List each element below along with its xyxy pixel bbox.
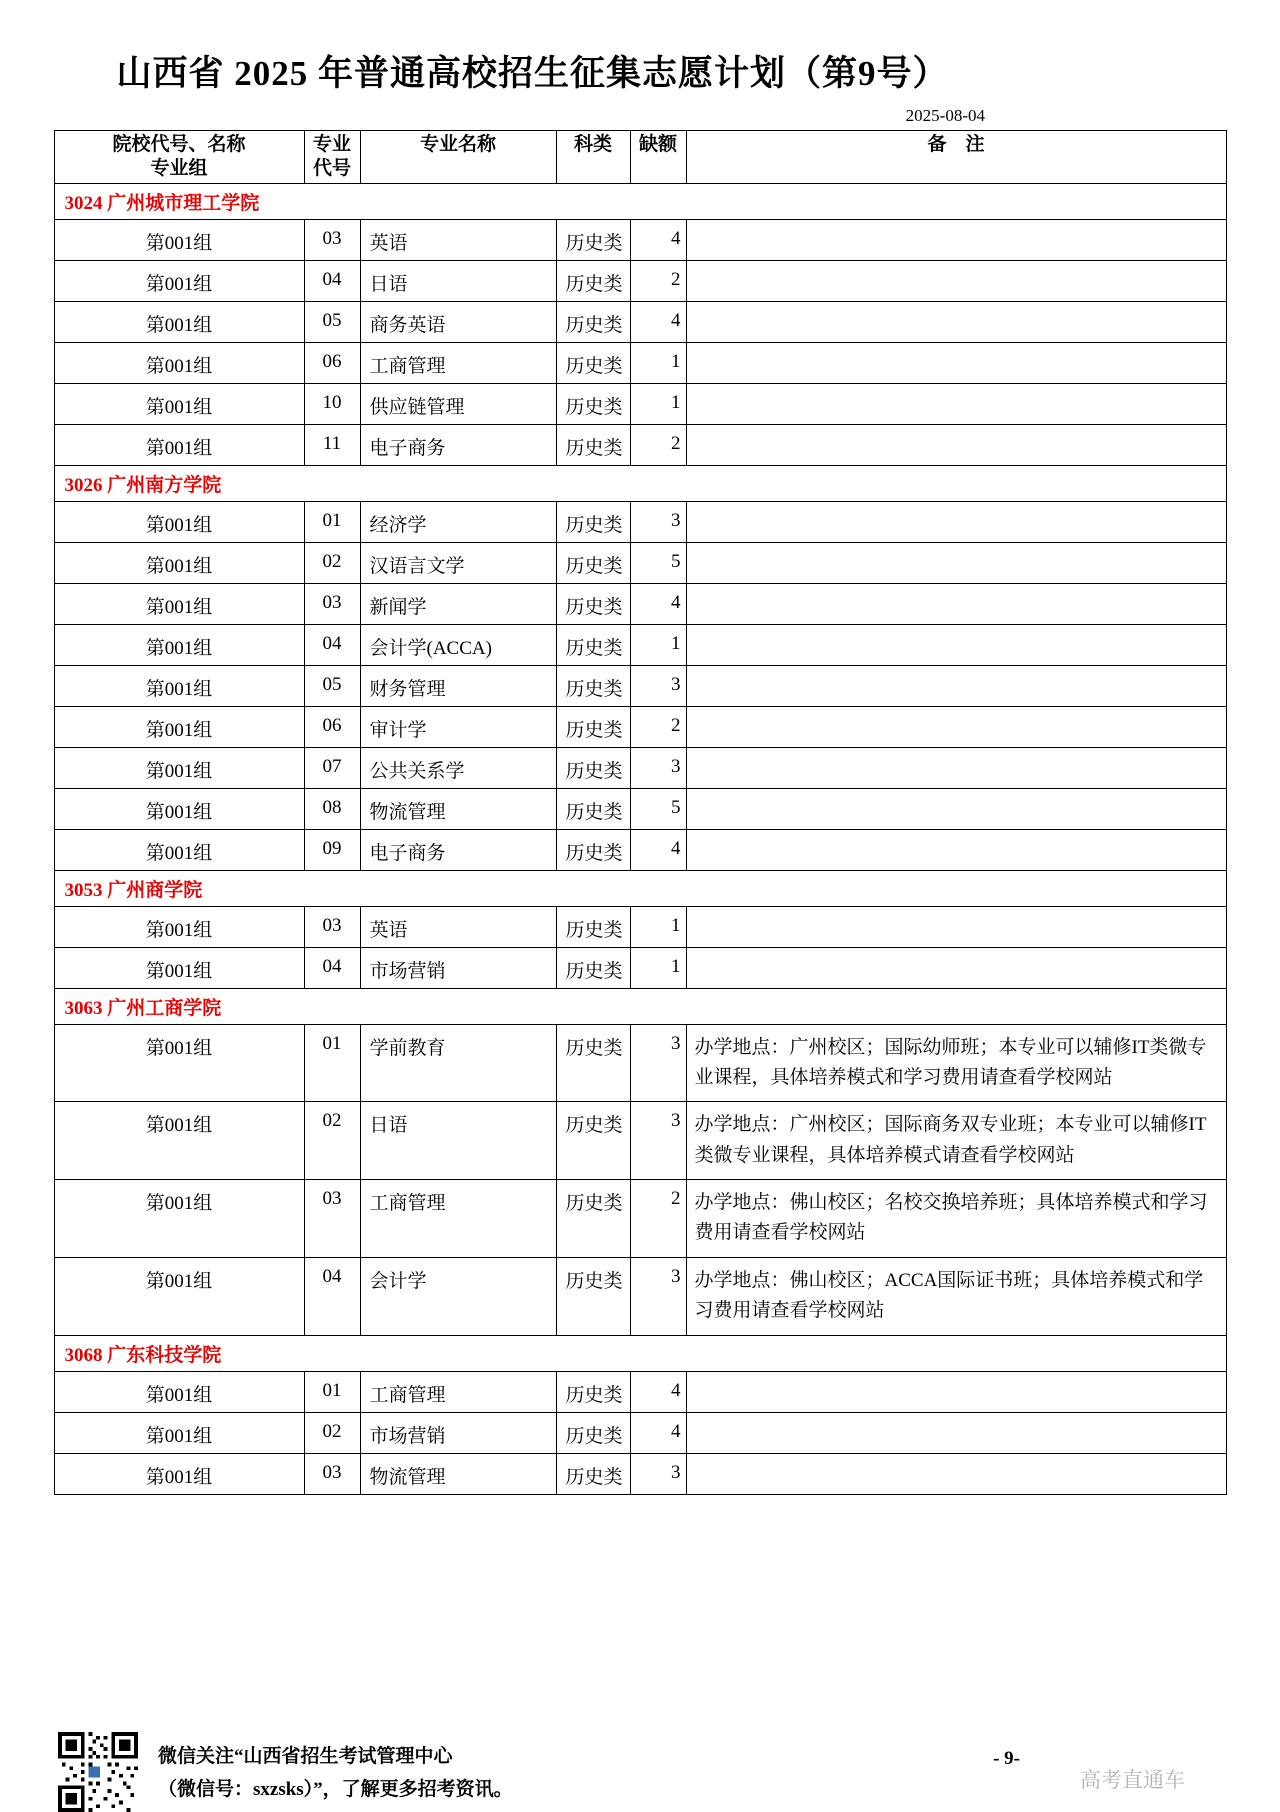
vacancy-cell: 2 bbox=[630, 424, 686, 465]
vacancy-cell: 1 bbox=[630, 906, 686, 947]
plan-table bbox=[54, 130, 1227, 1495]
category-cell: 历史类 bbox=[556, 424, 630, 465]
group-cell: 第001组 bbox=[54, 424, 304, 465]
note-cell bbox=[686, 383, 1226, 424]
vacancy-cell: 3 bbox=[630, 1024, 686, 1102]
note-cell: 办学地点：广州校区；国际幼师班；本专业可以辅修IT类微专业课程，具体培养模式和学习费用请查看学校网站 bbox=[686, 1024, 1226, 1102]
vacancy-cell: 4 bbox=[630, 829, 686, 870]
vacancy-cell: 4 bbox=[630, 301, 686, 342]
major-code-cell: 05 bbox=[304, 301, 360, 342]
note-cell bbox=[686, 424, 1226, 465]
table-body bbox=[54, 183, 1226, 1494]
category-cell: 历史类 bbox=[556, 219, 630, 260]
group-cell: 第001组 bbox=[54, 219, 304, 260]
major-name-cell: 工商管理 bbox=[360, 342, 556, 383]
major-name-cell: 物流管理 bbox=[360, 788, 556, 829]
major-code-cell: 02 bbox=[304, 1102, 360, 1180]
group-cell: 第001组 bbox=[54, 947, 304, 988]
major-row bbox=[54, 342, 1226, 383]
major-name-cell: 物流管理 bbox=[360, 1453, 556, 1494]
major-code-cell: 10 bbox=[304, 383, 360, 424]
major-code-cell: 02 bbox=[304, 542, 360, 583]
footer-text bbox=[158, 1732, 513, 1807]
major-code-cell: 04 bbox=[304, 260, 360, 301]
header-row bbox=[54, 131, 1226, 184]
category-cell: 历史类 bbox=[556, 1453, 630, 1494]
major-name-cell: 市场营销 bbox=[360, 1412, 556, 1453]
watermark-text: 高考直通车 bbox=[1080, 1769, 1185, 1792]
note-cell bbox=[686, 301, 1226, 342]
vacancy-cell: 1 bbox=[630, 624, 686, 665]
note-cell bbox=[686, 665, 1226, 706]
category-cell: 历史类 bbox=[556, 1180, 630, 1258]
vacancy-cell: 4 bbox=[630, 1412, 686, 1453]
header-school-line2: 专业组 bbox=[150, 157, 208, 179]
major-name-cell: 公共关系学 bbox=[360, 747, 556, 788]
major-code-cell: 06 bbox=[304, 706, 360, 747]
category-cell: 历史类 bbox=[556, 788, 630, 829]
category-cell: 历史类 bbox=[556, 1257, 630, 1335]
header-note: 备 注 bbox=[686, 131, 1226, 184]
major-name-cell: 商务英语 bbox=[360, 301, 556, 342]
category-cell: 历史类 bbox=[556, 1412, 630, 1453]
header-major-code bbox=[304, 131, 360, 184]
major-row bbox=[54, 424, 1226, 465]
major-row bbox=[54, 301, 1226, 342]
major-name-cell: 电子商务 bbox=[360, 424, 556, 465]
category-cell: 历史类 bbox=[556, 1371, 630, 1412]
major-row bbox=[54, 906, 1226, 947]
category-cell: 历史类 bbox=[556, 906, 630, 947]
major-code-cell: 03 bbox=[304, 583, 360, 624]
page-title: 山西省 2025 年普通高校招生征集志愿计划（第9号） bbox=[116, 54, 949, 93]
vacancy-cell: 5 bbox=[630, 542, 686, 583]
major-code-cell: 04 bbox=[304, 1257, 360, 1335]
group-cell: 第001组 bbox=[54, 383, 304, 424]
major-row bbox=[54, 1024, 1226, 1102]
note-cell bbox=[686, 260, 1226, 301]
major-name-cell: 电子商务 bbox=[360, 829, 556, 870]
group-cell: 第001组 bbox=[54, 624, 304, 665]
major-name-cell: 财务管理 bbox=[360, 665, 556, 706]
major-name-cell: 日语 bbox=[360, 1102, 556, 1180]
category-cell: 历史类 bbox=[556, 747, 630, 788]
major-row bbox=[54, 947, 1226, 988]
major-code-cell: 03 bbox=[304, 906, 360, 947]
header-school-line1: 院校代号、名称 bbox=[112, 134, 246, 155]
vacancy-cell: 2 bbox=[630, 1180, 686, 1258]
major-name-cell: 英语 bbox=[360, 219, 556, 260]
major-row bbox=[54, 624, 1226, 665]
category-cell: 历史类 bbox=[556, 260, 630, 301]
category-cell: 历史类 bbox=[556, 665, 630, 706]
group-cell: 第001组 bbox=[54, 301, 304, 342]
group-cell: 第001组 bbox=[54, 906, 304, 947]
major-code-cell: 02 bbox=[304, 1412, 360, 1453]
vacancy-cell: 3 bbox=[630, 501, 686, 542]
note-cell bbox=[686, 1453, 1226, 1494]
school-name: 3024 广州城市理工学院 bbox=[54, 183, 1226, 219]
footer bbox=[58, 1732, 513, 1812]
header-category: 科类 bbox=[556, 131, 630, 184]
group-cell: 第001组 bbox=[54, 501, 304, 542]
major-code-cell: 01 bbox=[304, 1024, 360, 1102]
note-cell bbox=[686, 829, 1226, 870]
major-name-cell: 工商管理 bbox=[360, 1180, 556, 1258]
major-row bbox=[54, 1371, 1226, 1412]
note-cell: 办学地点：佛山校区；名校交换培养班；具体培养模式和学习费用请查看学校网站 bbox=[686, 1180, 1226, 1258]
school-header-row bbox=[54, 1335, 1226, 1371]
note-cell: 办学地点：佛山校区；ACCA国际证书班；具体培养模式和学习费用请查看学校网站 bbox=[686, 1257, 1226, 1335]
vacancy-cell: 3 bbox=[630, 1102, 686, 1180]
vacancy-cell: 1 bbox=[630, 947, 686, 988]
major-row bbox=[54, 788, 1226, 829]
footer-text-line1: 微信关注“山西省招生考试管理中心 bbox=[158, 1746, 453, 1767]
header-major-name: 专业名称 bbox=[360, 131, 556, 184]
category-cell: 历史类 bbox=[556, 624, 630, 665]
major-code-cell: 03 bbox=[304, 1453, 360, 1494]
group-cell: 第001组 bbox=[54, 1412, 304, 1453]
group-cell: 第001组 bbox=[54, 1371, 304, 1412]
group-cell: 第001组 bbox=[54, 1453, 304, 1494]
vacancy-cell: 2 bbox=[630, 706, 686, 747]
major-name-cell: 审计学 bbox=[360, 706, 556, 747]
school-header-row bbox=[54, 988, 1226, 1024]
header-school-group bbox=[54, 131, 304, 184]
header-code-line2: 代号 bbox=[312, 157, 351, 179]
group-cell: 第001组 bbox=[54, 1102, 304, 1180]
table-header bbox=[54, 131, 1226, 184]
school-name: 3026 广州南方学院 bbox=[54, 465, 1226, 501]
category-cell: 历史类 bbox=[556, 301, 630, 342]
major-row bbox=[54, 260, 1226, 301]
major-code-cell: 03 bbox=[304, 219, 360, 260]
major-name-cell: 会计学(ACCA) bbox=[360, 624, 556, 665]
major-name-cell: 日语 bbox=[360, 260, 556, 301]
major-code-cell: 06 bbox=[304, 342, 360, 383]
note-cell bbox=[686, 501, 1226, 542]
vacancy-cell: 2 bbox=[630, 260, 686, 301]
vacancy-cell: 5 bbox=[630, 788, 686, 829]
major-code-cell: 01 bbox=[304, 1371, 360, 1412]
group-cell: 第001组 bbox=[54, 542, 304, 583]
category-cell: 历史类 bbox=[556, 1102, 630, 1180]
major-name-cell: 供应链管理 bbox=[360, 383, 556, 424]
vacancy-cell: 4 bbox=[630, 583, 686, 624]
major-code-cell: 09 bbox=[304, 829, 360, 870]
major-row bbox=[54, 1453, 1226, 1494]
note-cell bbox=[686, 947, 1226, 988]
note-cell bbox=[686, 624, 1226, 665]
major-row bbox=[54, 1412, 1226, 1453]
note-cell: 办学地点：广州校区；国际商务双专业班；本专业可以辅修IT类微专业课程，具体培养模式请查看学校网站 bbox=[686, 1102, 1226, 1180]
group-cell: 第001组 bbox=[54, 706, 304, 747]
group-cell: 第001组 bbox=[54, 829, 304, 870]
school-header-row bbox=[54, 465, 1226, 501]
school-name: 3053 广州商学院 bbox=[54, 870, 1226, 906]
vacancy-cell: 3 bbox=[630, 1453, 686, 1494]
major-row bbox=[54, 747, 1226, 788]
category-cell: 历史类 bbox=[556, 706, 630, 747]
category-cell: 历史类 bbox=[556, 342, 630, 383]
major-code-cell: 04 bbox=[304, 624, 360, 665]
group-cell: 第001组 bbox=[54, 1024, 304, 1102]
page-number: - 9- bbox=[993, 1748, 1020, 1769]
major-row bbox=[54, 383, 1226, 424]
note-cell bbox=[686, 542, 1226, 583]
major-name-cell: 英语 bbox=[360, 906, 556, 947]
major-row bbox=[54, 829, 1226, 870]
footer-text-line2: （微信号：sxzsks）”，了解更多招考资讯。 bbox=[158, 1779, 513, 1801]
note-cell bbox=[686, 747, 1226, 788]
major-row bbox=[54, 1257, 1226, 1335]
school-header-row bbox=[54, 183, 1226, 219]
category-cell: 历史类 bbox=[556, 542, 630, 583]
major-row bbox=[54, 706, 1226, 747]
major-row bbox=[54, 1102, 1226, 1180]
major-row bbox=[54, 542, 1226, 583]
category-cell: 历史类 bbox=[556, 501, 630, 542]
header-code-line1: 专业 bbox=[312, 134, 351, 155]
vacancy-cell: 4 bbox=[630, 1371, 686, 1412]
header-vacancy: 缺额 bbox=[630, 131, 686, 184]
group-cell: 第001组 bbox=[54, 260, 304, 301]
school-name: 3068 广东科技学院 bbox=[54, 1335, 1226, 1371]
major-code-cell: 08 bbox=[304, 788, 360, 829]
major-name-cell: 工商管理 bbox=[360, 1371, 556, 1412]
major-name-cell: 学前教育 bbox=[360, 1024, 556, 1102]
note-cell bbox=[686, 1412, 1226, 1453]
note-cell bbox=[686, 342, 1226, 383]
qr-code-icon bbox=[58, 1732, 138, 1812]
major-name-cell: 市场营销 bbox=[360, 947, 556, 988]
category-cell: 历史类 bbox=[556, 1024, 630, 1102]
major-code-cell: 01 bbox=[304, 501, 360, 542]
major-code-cell: 03 bbox=[304, 1180, 360, 1258]
major-name-cell: 经济学 bbox=[360, 501, 556, 542]
group-cell: 第001组 bbox=[54, 583, 304, 624]
group-cell: 第001组 bbox=[54, 788, 304, 829]
school-header-row bbox=[54, 870, 1226, 906]
major-row bbox=[54, 219, 1226, 260]
group-cell: 第001组 bbox=[54, 1257, 304, 1335]
group-cell: 第001组 bbox=[54, 1180, 304, 1258]
major-name-cell: 汉语言文学 bbox=[360, 542, 556, 583]
note-cell bbox=[686, 583, 1226, 624]
group-cell: 第001组 bbox=[54, 342, 304, 383]
note-cell bbox=[686, 219, 1226, 260]
major-code-cell: 07 bbox=[304, 747, 360, 788]
major-row bbox=[54, 501, 1226, 542]
category-cell: 历史类 bbox=[556, 583, 630, 624]
category-cell: 历史类 bbox=[556, 947, 630, 988]
note-cell bbox=[686, 1371, 1226, 1412]
major-code-cell: 04 bbox=[304, 947, 360, 988]
vacancy-cell: 3 bbox=[630, 747, 686, 788]
major-row bbox=[54, 583, 1226, 624]
major-row bbox=[54, 665, 1226, 706]
vacancy-cell: 4 bbox=[630, 219, 686, 260]
major-code-cell: 11 bbox=[304, 424, 360, 465]
major-name-cell: 会计学 bbox=[360, 1257, 556, 1335]
note-cell bbox=[686, 906, 1226, 947]
vacancy-cell: 1 bbox=[630, 342, 686, 383]
note-cell bbox=[686, 706, 1226, 747]
vacancy-cell: 1 bbox=[630, 383, 686, 424]
group-cell: 第001组 bbox=[54, 747, 304, 788]
document-date: 2025-08-04 bbox=[905, 106, 985, 125]
major-name-cell: 新闻学 bbox=[360, 583, 556, 624]
major-row bbox=[54, 1180, 1226, 1258]
major-code-cell: 05 bbox=[304, 665, 360, 706]
category-cell: 历史类 bbox=[556, 829, 630, 870]
group-cell: 第001组 bbox=[54, 665, 304, 706]
school-name: 3063 广州工商学院 bbox=[54, 988, 1226, 1024]
vacancy-cell: 3 bbox=[630, 1257, 686, 1335]
category-cell: 历史类 bbox=[556, 383, 630, 424]
note-cell bbox=[686, 788, 1226, 829]
vacancy-cell: 3 bbox=[630, 665, 686, 706]
